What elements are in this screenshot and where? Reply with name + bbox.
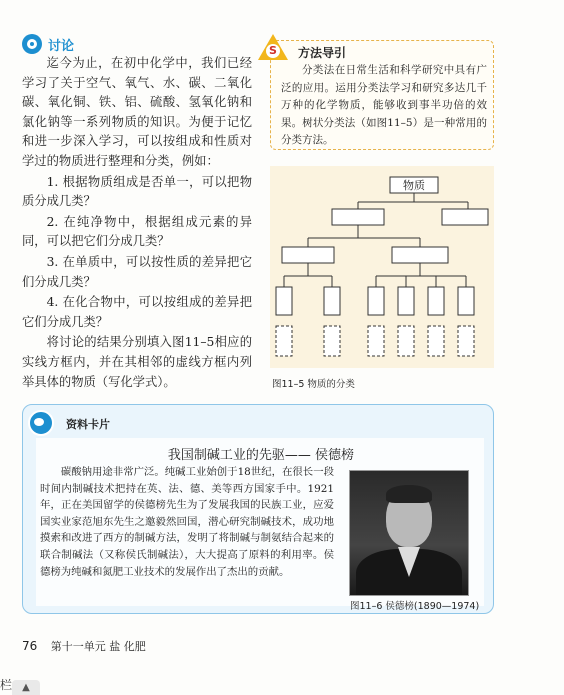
figure-11-6-caption: 图11–6 侯德榜(1890—1974) — [350, 601, 480, 612]
unit-title: 第十一单元 盐 化肥 — [50, 640, 146, 653]
tree-leaf-box-3 — [368, 287, 384, 315]
classification-figure — [270, 166, 494, 368]
method-guide-title: 方法导引 — [298, 46, 347, 60]
viewer-corner-label: 栏 — [0, 678, 13, 692]
method-guide-paragraph: 分类法在日常生活和科学研究中具有广泛的应用。运用分类法学习和研究多达几千万种的化学物质，能够收到事半功倍的效果。树状分类法（如图11–5）是一种常用的分类方法。 — [281, 64, 487, 146]
tree-leaf-box-1 — [276, 287, 292, 315]
figure-11-5-caption: 图11–5 物质的分类 — [272, 379, 355, 390]
tree-level1-left-box — [332, 209, 384, 225]
scroll-up-button[interactable]: ▲ — [12, 680, 40, 695]
tree-leaf-box-2 — [324, 287, 340, 315]
discussion-title: 讨论 — [48, 38, 75, 54]
question-1: 1. 根据物质组成是否单一，可以把物质分成几类？ — [22, 174, 252, 209]
discussion-conclusion: 将讨论的结果分别填入图11–5相应的实线方框内，并在其相邻的虚线方框内列举具体的物质（写化学式）。 — [22, 335, 252, 389]
article-paragraph: 碳酸钠用途非常广泛。纯碱工业始创于18世纪，在很长一段时间内制碱技术把持在英、法、德、美等西方国家手中。1921年，正在美国留学的侯德榜先生为了发展我国的民族工业，应爱国实业家范旭东先生之邀毅然回国，潜心研究制碱技术，成功地摸索和改进了西方的制碱方法，发明了将制碱与制氨结合起来的联合制碱法（又称侯氏制碱法），大大提高了原料的利用率。侯德榜为纯碱和氮肥工业技术的发展作出了杰出的贡献。 — [40, 466, 334, 578]
classification-tree-diagram — [270, 166, 494, 368]
discussion-body — [22, 54, 252, 392]
tree-leaf-box-4 — [398, 287, 414, 315]
question-2: 2. 在纯净物中，根据组成元素的异同，可以把它们分成几类？ — [22, 214, 252, 249]
article-title: 我国制碱工业的先驱—— 侯德榜 — [167, 448, 355, 463]
discussion-icon — [22, 34, 42, 54]
question-4: 4. 在化合物中，可以按组成的差异把它们分成几类？ — [22, 295, 252, 329]
tree-leaf-box-5 — [428, 287, 444, 315]
question-3: 3. 在单质中，可以按性质的差异把它们分成几类？ — [22, 254, 252, 289]
info-card-icon — [28, 410, 54, 436]
tree-leaf-box-6 — [458, 287, 474, 315]
method-guide-icon-symbol: S — [266, 44, 280, 58]
tree-example-box-4 — [398, 326, 414, 356]
tree-example-box-1 — [276, 326, 292, 356]
hou-debang-photo — [349, 470, 469, 596]
article-body — [40, 464, 334, 580]
method-guide-text — [281, 62, 487, 150]
info-card-title: 资料卡片 — [66, 418, 110, 431]
tree-level2-left-box — [282, 247, 334, 263]
tree-level1-right-box — [442, 209, 488, 225]
page-number: 76 — [22, 639, 38, 653]
tree-level2-right-box — [392, 247, 448, 263]
page-footer — [22, 638, 146, 654]
discussion-intro: 迄今为止，在初中化学中，我们已经学习了关于空气、氧气、水、碳、二氧化碳、氧化铜、铁、铝、硫酸、氢氧化钠和氯化钠等一系列物质的知识。为便于记忆和进一步深入学习，可以按组成和性质对学过的物质进行整理和分类，例如： — [22, 56, 252, 168]
tree-example-box-3 — [368, 326, 384, 356]
tree-root-label: 物质 — [403, 179, 425, 192]
tree-example-box-6 — [458, 326, 474, 356]
tree-example-box-2 — [324, 326, 340, 356]
discussion-header — [22, 34, 74, 54]
tree-example-box-5 — [428, 326, 444, 356]
